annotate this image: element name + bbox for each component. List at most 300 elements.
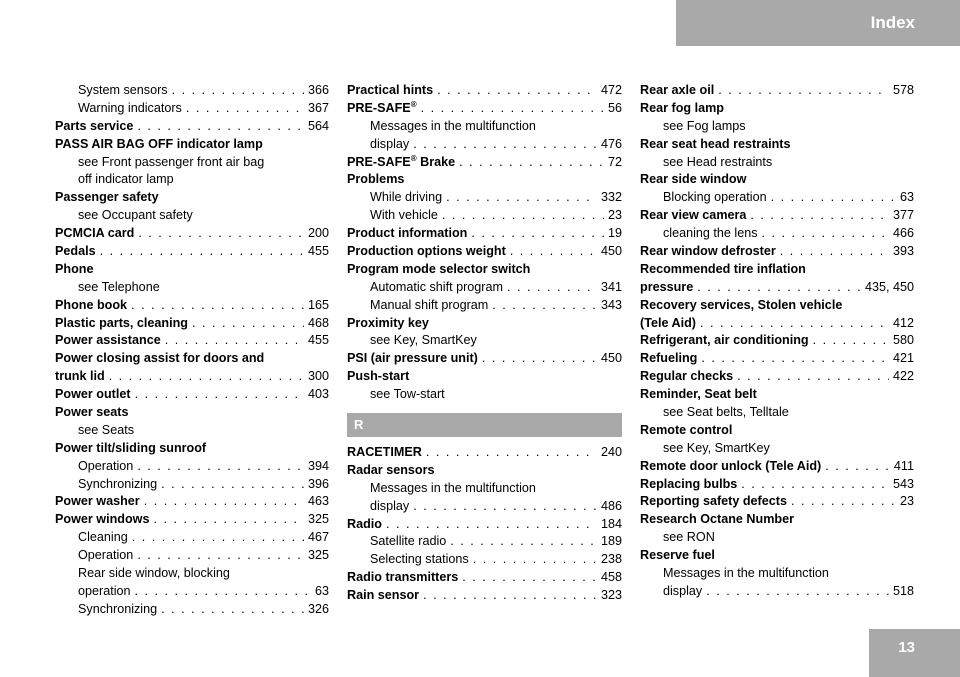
entry-text (347, 171, 404, 189)
index-entry[interactable] (55, 368, 329, 386)
index-subentry[interactable] (640, 529, 914, 547)
page-reference: 63 (899, 190, 914, 205)
dot-leader (473, 551, 597, 569)
page-reference: 72 (607, 154, 622, 169)
entry-term: see Head restraints (663, 154, 773, 169)
entry-term: Radar sensors (347, 462, 435, 477)
dot-leader (426, 444, 597, 462)
entry-term: Rear axle oil (640, 83, 715, 97)
entry-term: System sensors (78, 83, 168, 97)
entry-term: Rear fog lamp (640, 100, 724, 115)
entry-text (370, 136, 409, 154)
entry-term: Power closing assist for doors and (55, 351, 265, 366)
page-reference: 343 (600, 297, 622, 312)
index-entry[interactable] (55, 261, 329, 279)
page-reference: 422 (892, 369, 914, 384)
entry-term: Phone book (55, 297, 128, 312)
index-subentry[interactable] (347, 207, 622, 225)
index-entry[interactable] (640, 422, 914, 440)
entry-term: PASS AIR BAG OFF indicator lamp (55, 136, 263, 151)
entry-term: display (370, 498, 410, 513)
entry-term: Refueling (640, 351, 698, 366)
entry-text (55, 136, 263, 154)
entry-term: Plastic parts, cleaning (55, 315, 188, 330)
entry-term: Refrigerant, air conditioning (640, 333, 809, 348)
dot-leader (706, 583, 889, 601)
page-reference: 466 (892, 226, 914, 241)
entry-text (78, 547, 133, 565)
dot-leader (762, 225, 889, 243)
index-entry[interactable] (347, 516, 622, 534)
section-header: R (347, 413, 622, 437)
page-reference: 458 (600, 570, 622, 585)
entry-term: Reporting safety defects (640, 494, 787, 509)
entry-term: PCMCIA card (55, 226, 135, 241)
entry-text (640, 368, 733, 386)
index-entry[interactable] (640, 493, 914, 511)
index-entry[interactable] (55, 118, 329, 136)
entry-text (640, 243, 776, 261)
dot-leader (507, 279, 597, 297)
dot-leader (791, 493, 896, 511)
page-reference: 56 (607, 100, 622, 115)
entry-term: Power washer (55, 494, 140, 509)
index-entry[interactable] (55, 315, 329, 333)
entry-text (78, 82, 168, 100)
entry-term: Reminder, Seat belt (640, 387, 757, 402)
entry-term: Proximity key (347, 315, 429, 330)
entry-text (370, 533, 446, 551)
entry-term: (Tele Aid) (640, 315, 696, 330)
entry-term: Passenger safety (55, 190, 159, 205)
dot-leader (437, 82, 597, 100)
entry-text (347, 368, 409, 386)
index-subentry[interactable] (347, 498, 622, 516)
entry-term: trunk lid (55, 369, 105, 384)
entry-term: PRE-SAFE (347, 154, 411, 169)
entry-text (640, 207, 746, 225)
index-entry[interactable] (347, 368, 622, 386)
index-subentry[interactable] (640, 189, 914, 207)
dot-leader (413, 498, 597, 516)
index-subentry[interactable] (640, 565, 914, 583)
page-reference: 200 (307, 226, 329, 241)
page-reference: 518 (892, 583, 914, 598)
entry-term: Phone (55, 261, 94, 276)
dot-leader (701, 350, 889, 368)
index-subentry[interactable] (640, 404, 914, 422)
dot-leader (510, 243, 597, 261)
index-subentry[interactable] (55, 279, 329, 297)
index-subentry[interactable] (55, 529, 329, 547)
index-entry[interactable] (640, 261, 914, 279)
entry-text (55, 386, 131, 404)
page-reference: 455 (307, 244, 329, 259)
entry-text (640, 261, 806, 279)
index-subentry[interactable] (55, 82, 329, 100)
page-reference: 300 (307, 369, 329, 384)
index-entry[interactable] (640, 171, 914, 189)
entry-term: see Seat belts, Telltale (663, 405, 789, 420)
entry-text (78, 207, 193, 225)
dot-leader (750, 207, 889, 225)
entry-text (55, 404, 129, 422)
index-entry[interactable] (347, 100, 622, 118)
entry-text (663, 583, 702, 601)
entry-text (370, 480, 536, 498)
entry-text (640, 332, 809, 350)
entry-term: see Front passenger front air bag (78, 154, 265, 169)
dot-leader (771, 189, 896, 207)
index-entry[interactable] (55, 350, 329, 368)
index-entry[interactable] (640, 368, 914, 386)
dot-leader (421, 100, 604, 118)
entry-term: see Occupant safety (78, 208, 193, 223)
entry-term: Synchronizing (78, 601, 158, 616)
entry-text (640, 100, 724, 118)
index-entry[interactable] (640, 547, 914, 565)
index-subentry[interactable] (347, 297, 622, 315)
page-reference: 240 (600, 445, 622, 460)
entry-term: Production options weight (347, 244, 506, 259)
entry-text (640, 386, 757, 404)
entry-term: Rear seat head restraints (640, 136, 791, 151)
index-subentry[interactable] (640, 583, 914, 601)
dot-leader (462, 569, 597, 587)
dot-leader (144, 493, 304, 511)
index-subentry[interactable] (347, 480, 622, 498)
index-entry[interactable] (347, 261, 622, 279)
index-subentry[interactable] (347, 136, 622, 154)
entry-term: Power assistance (55, 333, 161, 348)
entry-text (663, 225, 758, 243)
index-subentry[interactable] (55, 171, 329, 189)
entry-term: Power tilt/sliding sunroof (55, 440, 207, 455)
page-reference: 450 (600, 244, 622, 259)
dot-leader (165, 332, 304, 350)
entry-term: Pedals (55, 244, 96, 259)
entry-text (347, 569, 458, 587)
index-entry[interactable] (640, 279, 914, 297)
dot-leader (813, 332, 889, 350)
page-reference: 393 (892, 244, 914, 259)
dot-leader (137, 458, 304, 476)
index-entry[interactable] (55, 297, 329, 315)
index-subentry[interactable] (55, 476, 329, 494)
page-reference: 468 (307, 315, 329, 330)
index-subentry[interactable] (640, 154, 914, 172)
entry-text (370, 297, 488, 315)
entry-text (78, 422, 134, 440)
index-entry[interactable] (640, 243, 914, 261)
entry-term: Radio transmitters (347, 570, 459, 585)
page-reference: 165 (307, 297, 329, 312)
entry-text (347, 462, 435, 480)
page-reference: 435, 450 (864, 279, 914, 294)
dot-leader (137, 118, 304, 136)
page-reference: 323 (600, 588, 622, 603)
entry-text (55, 243, 96, 261)
entry-term: Recommended tire inflation (640, 261, 806, 276)
entry-term: Practical hints (347, 83, 434, 97)
entry-text (55, 297, 127, 315)
page-reference: 23 (899, 494, 914, 509)
entry-term: see Key, SmartKey (663, 440, 770, 455)
page-reference: 455 (307, 333, 329, 348)
entry-text (78, 154, 264, 172)
entry-text (55, 332, 161, 350)
entry-text (78, 601, 157, 619)
registered-mark: ® (410, 99, 417, 109)
index-subentry[interactable] (347, 533, 622, 551)
index-entry[interactable] (640, 82, 914, 100)
page-reference: 564 (307, 118, 329, 133)
entry-term: Operation (78, 548, 134, 563)
index-subentry[interactable] (347, 279, 622, 297)
entry-term: Rain sensor (347, 588, 420, 603)
entry-term: see Tow-start (370, 387, 445, 402)
entry-text (347, 100, 417, 118)
index-subentry[interactable] (640, 118, 914, 136)
page-reference: 184 (600, 516, 622, 531)
entry-term: pressure (640, 279, 694, 294)
index-subentry[interactable] (55, 547, 329, 565)
dot-leader (825, 458, 890, 476)
index-subentry[interactable] (347, 332, 622, 350)
entry-term: Replacing bulbs (640, 476, 738, 491)
index-entry[interactable] (640, 476, 914, 494)
entry-text (640, 547, 715, 565)
index-entry[interactable] (347, 171, 622, 189)
entry-text (640, 279, 693, 297)
dot-leader (100, 243, 304, 261)
dot-leader (697, 279, 861, 297)
entry-term: Operation (78, 458, 134, 473)
index-entry[interactable] (640, 136, 914, 154)
entry-text (370, 498, 409, 516)
entry-term: Synchronizing (78, 476, 158, 491)
entry-text (663, 565, 829, 583)
entry-term: Remote control (640, 422, 733, 437)
index-subentry[interactable] (55, 207, 329, 225)
index-subentry[interactable] (55, 154, 329, 172)
entry-text (347, 350, 478, 368)
index-entry[interactable] (55, 493, 329, 511)
entry-text (347, 243, 506, 261)
entry-text (640, 476, 737, 494)
index-entry[interactable] (347, 154, 622, 172)
entry-text (663, 529, 715, 547)
entry-text (78, 583, 131, 601)
page-reference: 367 (307, 100, 329, 115)
index-entry[interactable] (347, 225, 622, 243)
entry-term: display (370, 136, 410, 151)
index-column-3 (640, 82, 914, 601)
entry-text (55, 261, 93, 279)
page-reference: 476 (600, 136, 622, 151)
index-entry[interactable] (55, 386, 329, 404)
index-entry[interactable] (55, 136, 329, 154)
entry-term: Research Octane Number (640, 512, 794, 527)
entry-text (55, 350, 264, 368)
registered-mark: ® (410, 153, 417, 163)
index-entry[interactable] (640, 100, 914, 118)
entry-term: Selecting stations (370, 552, 469, 567)
entry-term: Power windows (55, 512, 150, 527)
index-entry[interactable] (347, 82, 622, 100)
page-reference: 463 (307, 494, 329, 509)
index-subentry[interactable] (55, 422, 329, 440)
index-entry[interactable] (55, 243, 329, 261)
entry-text (663, 118, 746, 136)
dot-leader (161, 476, 304, 494)
index-entry[interactable] (347, 444, 622, 462)
dot-leader (442, 207, 604, 225)
entry-text (55, 368, 105, 386)
page-reference: 467 (307, 530, 329, 545)
entry-text (640, 511, 794, 529)
index-subentry[interactable] (55, 458, 329, 476)
entry-text (370, 118, 536, 136)
entry-text (370, 386, 445, 404)
entry-text (347, 154, 455, 172)
entry-term: Warning indicators (78, 100, 182, 115)
index-subentry[interactable] (640, 225, 914, 243)
entry-term: Regular checks (640, 369, 734, 384)
page-reference: 411 (893, 458, 914, 473)
entry-text (640, 458, 821, 476)
index-entry[interactable] (347, 315, 622, 333)
entry-text (78, 529, 128, 547)
dot-leader (386, 516, 597, 534)
entry-text (78, 171, 174, 189)
entry-term: Program mode selector switch (347, 261, 531, 276)
page-reference: 19 (607, 226, 622, 241)
page-reference: 238 (600, 552, 622, 567)
dot-leader (446, 189, 597, 207)
entry-text (640, 350, 697, 368)
entry-text (78, 476, 157, 494)
page-reference: 543 (892, 476, 914, 491)
dot-leader (153, 511, 304, 529)
page-reference: 472 (600, 83, 622, 97)
entry-term: Manual shift program (370, 297, 489, 312)
index-entry[interactable] (55, 440, 329, 458)
page-reference: 325 (307, 512, 329, 527)
index-entry[interactable] (55, 511, 329, 529)
index-subentry[interactable] (347, 386, 622, 404)
index-subentry[interactable] (55, 565, 329, 583)
index-entry[interactable] (640, 386, 914, 404)
entry-text (347, 315, 429, 333)
entry-text (347, 261, 530, 279)
index-subentry[interactable] (347, 551, 622, 569)
page-reference: 377 (892, 208, 914, 223)
entry-term: operation (78, 583, 131, 598)
index-entry[interactable] (55, 404, 329, 422)
entry-term: Satellite radio (370, 534, 447, 549)
entry-text (370, 279, 503, 297)
index-entry[interactable] (640, 332, 914, 350)
dot-leader (492, 297, 597, 315)
entry-term: Rear window defroster (640, 244, 776, 259)
entry-text (78, 100, 182, 118)
entry-term: Push-start (347, 369, 410, 384)
index-entry[interactable] (55, 189, 329, 207)
entry-term: Blocking operation (663, 190, 767, 205)
entry-term: RACETIMER (347, 445, 422, 460)
dot-leader (737, 368, 889, 386)
entry-text (640, 136, 791, 154)
index-header-tab (676, 0, 960, 46)
entry-text (640, 297, 842, 315)
page-reference: 326 (307, 601, 329, 616)
index-subentry[interactable] (55, 100, 329, 118)
entry-term: cleaning the lens (663, 226, 758, 241)
entry-term: Power seats (55, 405, 129, 420)
dot-leader (471, 225, 604, 243)
entry-term: display (663, 583, 703, 598)
entry-text (55, 189, 159, 207)
index-entry[interactable] (347, 243, 622, 261)
index-entry[interactable] (347, 587, 622, 605)
index-entry[interactable] (640, 511, 914, 529)
dot-leader (450, 533, 597, 551)
entry-term: Reserve fuel (640, 548, 715, 563)
dot-leader (172, 82, 304, 100)
index-entry[interactable] (640, 207, 914, 225)
entry-text (370, 551, 469, 569)
index-entry[interactable] (640, 350, 914, 368)
index-entry[interactable] (347, 569, 622, 587)
entry-term: Recovery services, Stolen vehicle (640, 297, 843, 312)
entry-term: see RON (663, 530, 715, 545)
dot-leader (459, 154, 604, 172)
entry-term: Messages in the multifunction (370, 480, 536, 495)
index-entry[interactable] (640, 315, 914, 333)
entry-text (663, 154, 772, 172)
entry-term: PRE-SAFE (347, 100, 411, 115)
index-entry[interactable] (347, 462, 622, 480)
entry-text (640, 82, 714, 100)
dot-leader (482, 350, 597, 368)
index-entry[interactable] (640, 297, 914, 315)
index-subentry[interactable] (347, 118, 622, 136)
entry-term: PSI (air pressure unit) (347, 351, 478, 366)
index-subentry[interactable] (55, 583, 329, 601)
dot-leader (741, 476, 889, 494)
entry-term: see Key, SmartKey (370, 333, 477, 348)
page-reference: 23 (607, 208, 622, 223)
index-entry[interactable] (640, 458, 914, 476)
index-entry[interactable] (347, 350, 622, 368)
entry-term: Rear side window, blocking (78, 566, 230, 581)
page-reference: 341 (600, 279, 622, 294)
index-subentry[interactable] (55, 601, 329, 619)
entry-text (347, 82, 433, 100)
index-entry[interactable] (55, 225, 329, 243)
dot-leader (423, 587, 597, 605)
index-subentry[interactable] (347, 189, 622, 207)
index-column-1 (55, 82, 329, 619)
entry-text (663, 440, 770, 458)
index-subentry[interactable] (640, 440, 914, 458)
dot-leader (192, 315, 304, 333)
index-entry[interactable] (55, 332, 329, 350)
entry-text (55, 511, 149, 529)
entry-text (55, 225, 134, 243)
dot-leader (780, 243, 889, 261)
